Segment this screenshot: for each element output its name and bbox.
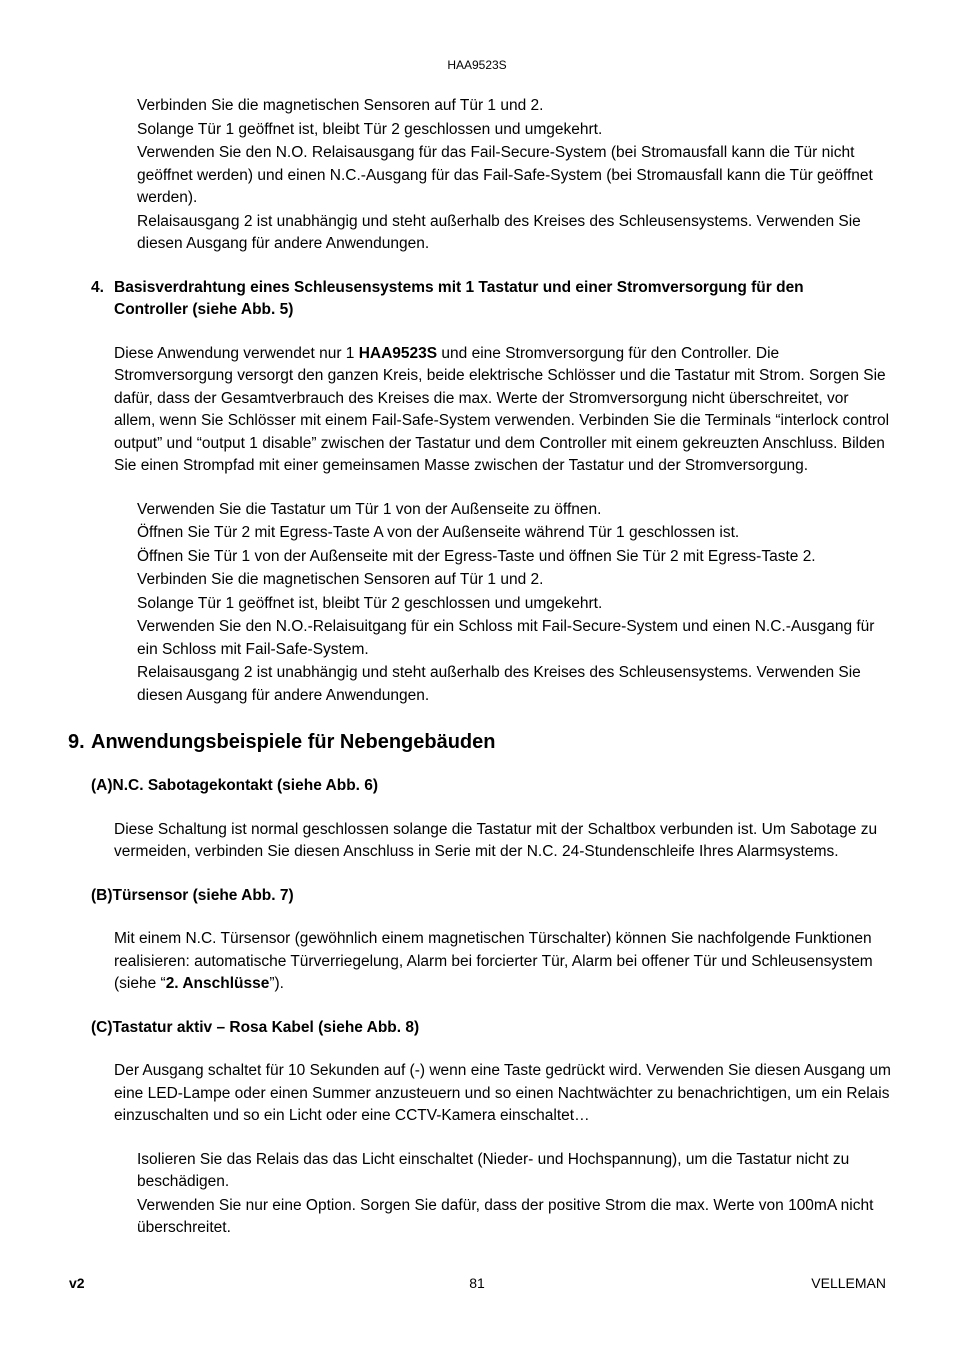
product-code: HAA9523S	[447, 58, 507, 72]
footer-version: v2	[69, 1275, 85, 1291]
document-header	[0, 57, 954, 73]
section-4-paragraph	[0, 343, 954, 478]
list-item: Solange Tür 1 geöffnet ist, bleibt Tür 2 geschlossen und umgekehrt.	[137, 594, 603, 612]
subsection-b-paragraph	[0, 928, 954, 996]
section-number: 9.	[68, 731, 85, 753]
subsection-c-list	[0, 1149, 954, 1240]
section-title: Basisverdrahtung eines Schleusensystems mit 1 Tastatur und einer Stromversorgung für den Controller (siehe Abb. 5)	[114, 278, 804, 318]
section-4-list	[0, 499, 954, 708]
page-content	[0, 95, 954, 1240]
subsection-a-heading: (A)N.C. Sabotagekontakt (siehe Abb. 6)	[91, 777, 379, 794]
section-9-heading	[0, 729, 954, 755]
paragraph-text: Mit einem N.C. Türsensor (gewöhnlich einem magnetischen Türschalter) können Sie nachfolgende Funktionen realisieren: automatische Türverriegelung, Alarm bei forcierter Tür, Alarm bei offener Tür und Schleusensystem (siehe “	[114, 930, 873, 992]
list-item: Verwenden Sie den N.O.-Relaisuitgang für ein Schloss mit Fail-Secure-System und einen N.C.-Ausgang für ein Schloss mit Fail-Safe-System.	[137, 618, 875, 658]
section-title: Anwendungsbeispiele für Nebengebäuden	[91, 731, 496, 753]
subsection-b-heading: (B)Türsensor (siehe Abb. 7)	[91, 886, 294, 904]
footer-brand: VELLEMAN	[811, 1275, 886, 1291]
list-item: Öffnen Sie Tür 1 von der Außenseite mit der Egress-Taste und öffnen Sie Tür 2 mit Egress-Taste 2.	[137, 547, 816, 565]
paragraph-text: ”).	[269, 975, 284, 992]
product-code-bold: HAA9523S	[358, 344, 438, 362]
list-item: Öffnen Sie Tür 2 mit Egress-Taste A von der Außenseite während Tür 1 geschlossen ist.	[137, 524, 740, 541]
section-4-heading	[0, 277, 954, 322]
list-item: Relaisausgang 2 ist unabhängig und steht außerhalb des Kreises des Schleusensystems. Verwenden Sie diesen Ausgang für andere Anwendungen.	[137, 212, 861, 252]
section-number: 4.	[91, 278, 104, 296]
list-item: Isolieren Sie das Relais das das Licht einschaltet (Nieder- und Hochspannung), um die Tastatur nicht zu beschädigen.	[137, 1150, 850, 1190]
list-item: Solange Tür 1 geöffnet ist, bleibt Tür 2 geschlossen und umgekehrt.	[137, 120, 603, 138]
list-item: Verbinden Sie die magnetischen Sensoren auf Tür 1 und 2.	[137, 571, 544, 588]
list-item: Relaisausgang 2 ist unabhängig und steht außerhalb des Kreises des Schleusensystems. Verwenden Sie diesen Ausgang für andere Anwendungen.	[137, 664, 861, 704]
list-item: Verwenden Sie nur eine Option. Sorgen Sie dafür, dass der positive Strom die max. Werte von 100mA nicht überschreitet.	[137, 1196, 874, 1236]
paragraph-text: Diese Anwendung verwendet nur 1	[114, 344, 359, 362]
subsection-c-heading: (C)Tastatur aktiv – Rosa Kabel (siehe Abb. 8)	[91, 1018, 420, 1036]
intro-list	[0, 95, 954, 256]
footer-page-number: 81	[469, 1275, 485, 1291]
list-item: Verwenden Sie den N.O. Relaisausgang für das Fail-Secure-System (bei Stromausfall kann die Tür nicht geöffnet werden) und einen N.C.-Ausgang für das Fail-Safe-System (bei Stromausfall kann die Tür geöffnet werden).	[137, 144, 873, 206]
subsection-c-paragraph: Der Ausgang schaltet für 10 Sekunden auf (-) wenn eine Taste gedrückt wird. Verwenden Sie diesen Ausgang um eine LED-Lampe oder einen Summer anzusteuern und so einen Nachtwächter zu benachrichtigen, um ein Relais einzuschalten und so ein Licht oder eine CCTV-Kamera einschaltet…	[114, 1062, 891, 1124]
paragraph-text: und eine Stromversorgung für den Controller. Die Stromversorgung versorgt den ganzen Kreis, beide elektrische Schlösser und die Tastatur mit Strom. Sorgen Sie dafür, dass der Gesamtverbrauch des Kreises die max. Werte der Stromversorgung nicht überschreitet, vor allem, wenn Sie Schlösser mit einem Fail-Safe-System verwenden. Verbinden Sie die Terminals “interlock control output” und “output 1 disable” zwischen der Tastatur und dem Controller mit einem gekreuzten Anschluss. Bilden Sie einen Strompfad mit einer gemeinsamen Masse zwischen der Tastatur und der Stromversorgung.	[114, 344, 890, 474]
list-item: Verbinden Sie die magnetischen Sensoren auf Tür 1 und 2.	[137, 97, 544, 114]
list-item: Verwenden Sie die Tastatur um Tür 1 von der Außenseite zu öffnen.	[137, 500, 602, 518]
subsection-a-paragraph: Diese Schaltung ist normal geschlossen solange die Tastatur mit der Schaltbox verbunden ist. Um Sabotage zu vermeiden, verbinden Sie diesen Anschluss in Serie mit der N.C. 24-Stundenschleife Ihres Alarmsystems.	[114, 820, 878, 860]
reference-bold: 2. Anschlüsse	[165, 975, 270, 992]
